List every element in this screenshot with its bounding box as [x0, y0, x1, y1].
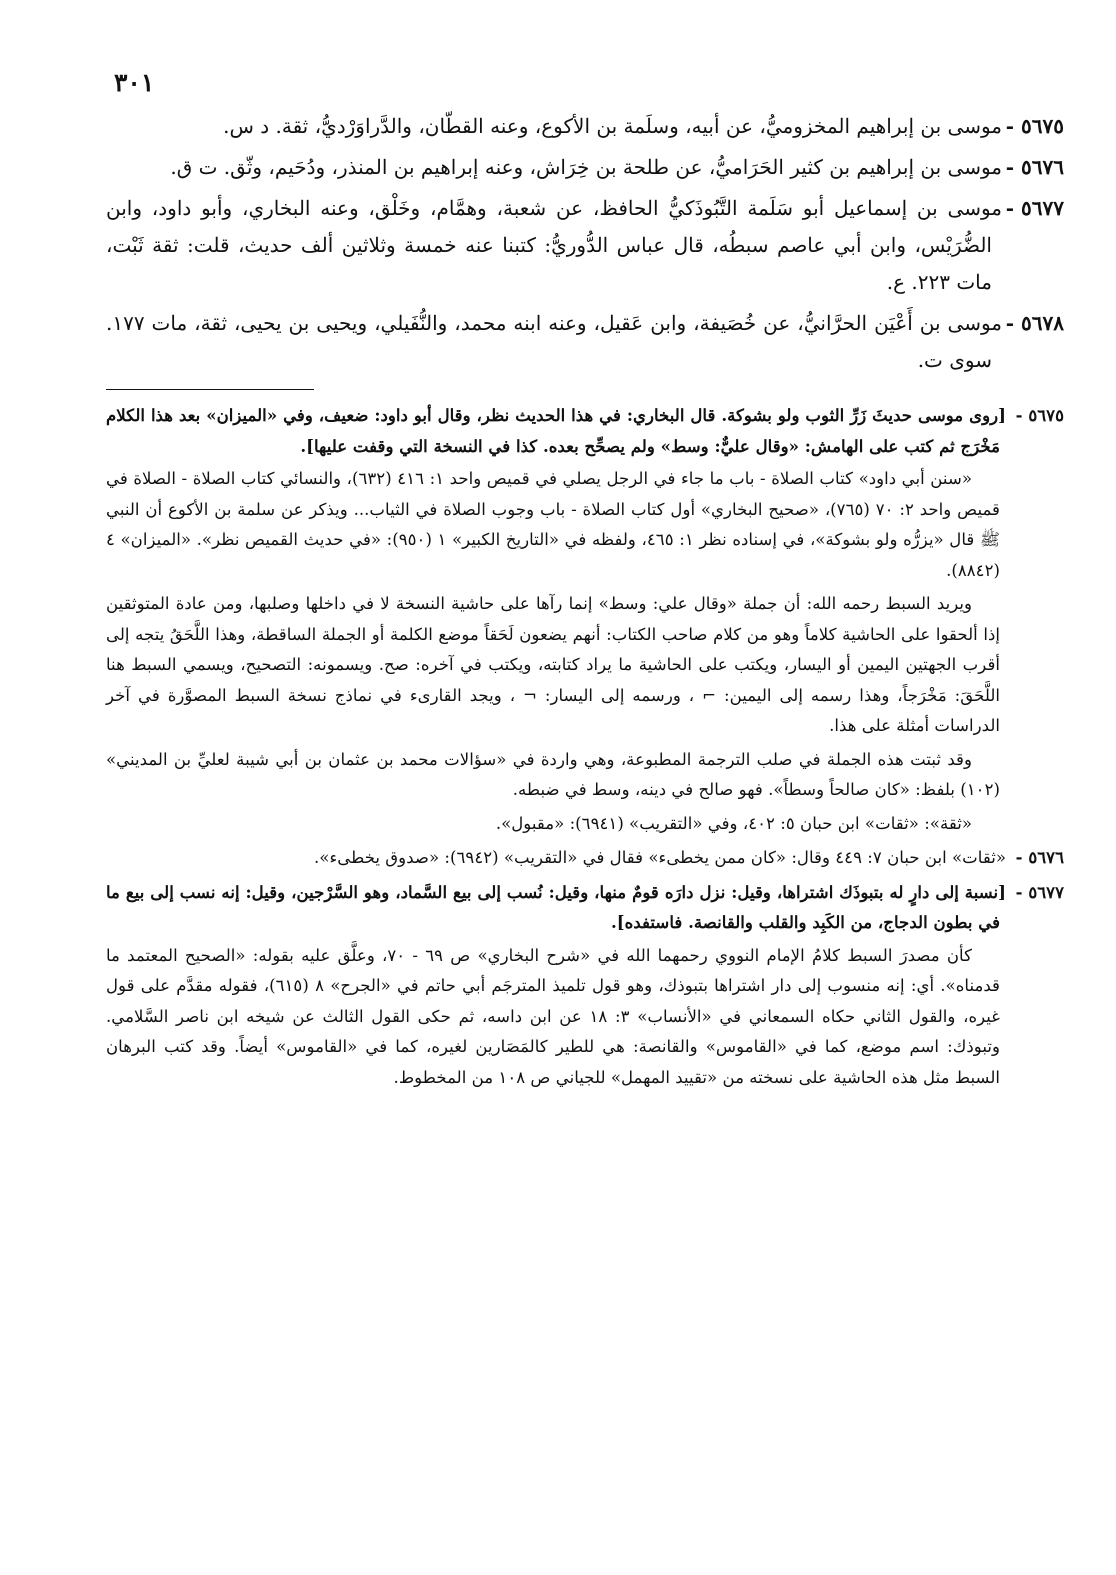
entry-5677: [106, 190, 1064, 301]
footnote-text: «ثقة»: «ثقات» ابن حبان ٥: ٤٠٢، وفي «التقريب» (٦٩٤١): «مقبول».: [495, 813, 972, 833]
footnote-paragraph: [106, 941, 1064, 1094]
footnote-5675: [106, 400, 1064, 461]
footnote-text: [نسبة إلى دارٍ له بتبوذَك اشتراها، وقيل: نزل دارَه قومٌ منها، وقيل: نُسب إلى بيع السَّماد، وهو السَّرْجين، وقيل: إنه نسب إلى بيع ما في بطون الدجاج، من الكَبِد والقلب والقانصة. فاستفده].: [106, 881, 1006, 932]
footnote-text: [روى موسى حديثَ زَرِّ الثوب ولو بشوكة. قال البخاري: في هذا الحديث نظر، وقال أبو داود: ضعيف، وفي «الميزان» بعد هذا الكلام مَخْرَج ثم كتب على الهامش: «وقال عليٌّ: وسط» ولم يصحِّح بعده. كذا في النسخة التي وقفت عليها].: [106, 405, 1006, 456]
footnote-text: وقد ثبتت هذه الجملة في صلب الترجمة المطبوعة، وهي واردة في «سؤالات محمد بن عثمان بن أبي شيبة لعليِّ بن المديني» (١٠٢) بلفظ: «كان صالحاً وسطاً». فهو صالح في دينه، وسط في ضبطه.: [106, 749, 1000, 799]
entry-text: موسى بن إسماعيل أبو سَلَمة التَّبُوذَكيُّ الحافظ، عن شعبة، وهمَّام، وخَلْق، وعنه البخاري، وأبو داود، وابن الضُّرَيْس، وابن أبي عاصم سبطُه، قال عباس الدُّوريُّ: كتبنا عنه خمسة وثلاثين ألف حديث، قلت: ثقة ثَبْت، مات ٢٢٣. ع.: [106, 196, 1003, 294]
footnote-paragraph: [106, 464, 1064, 586]
footnote-5677: [106, 877, 1064, 938]
entry-text: موسى بن إبراهيم المخزوميُّ، عن أبيه، وسلَمة بن الأكوع، وعنه القطّان، والدَّراوَرْديُّ، ثقة. د س.: [223, 114, 1002, 138]
footnote-5676: [106, 842, 1064, 874]
entry-number: ٥٦٧٦ -: [1005, 155, 1064, 179]
footnote-paragraph: [106, 809, 1064, 840]
entry-number: ٥٦٧٥ -: [1005, 114, 1064, 138]
entry-text: موسى بن إبراهيم بن كثير الحَرَاميُّ، عن طلحة بن خِرَاش، وعنه إبراهيم بن المنذر، ودُحَيم، وثّق. ت ق.: [170, 155, 1002, 179]
footnote-paragraph: [106, 589, 1064, 742]
entry-number: ٥٦٧٨ -: [1005, 311, 1064, 335]
entry-text: موسى بن أَعْيَن الحرَّانيُّ، عن خُصَيفة، وابن عَقيل، وعنه ابنه محمد، والنُّفَيلي، ويحيى بن يحيى، ثقة، مات ١٧٧. سوى ت.: [106, 311, 1002, 372]
footnote-number: ٥٦٧٦ -: [1015, 847, 1064, 867]
entry-5675: [106, 108, 1064, 145]
footnote-divider: [106, 389, 314, 390]
page-body: [106, 108, 1064, 1096]
footnote-text: كأن مصدرَ السبط كلامُ الإمام النووي رحمهما الله في «شرح البخاري» ص ٦٩ - ٧٠، وعلَّق عليه بقوله: «الصحيح المعتمد ما قدمناه». أي: إنه منسوب إلى دار اشتراها بتبوذك، وهو قول تلميذ المترجَم أبي حاتم في «الجرح» ٨ (٦١٥)، فقوله مقدَّم على قول غيره، والقول الثاني حكاه السمعاني في «الأنساب» ٣: ١٨ عن ابن داسه، ثم حكى القول الثالث عن شيخه ابن ناصر السَّلامي. وتبوذك: اسم موضع، كما في «القاموس» والقانصة: هي للطير كالمَصَارين لغيره، كما في «القاموس» أيضاً. وقد كتب البرهان السبط مثل هذه الحاشية على نسخته من «تقييد المهمل» للجياني ص ١٠٨ من المخطوط.: [106, 945, 1000, 1087]
entry-5678: [106, 305, 1064, 379]
footnote-text: «ثقات» ابن حبان ٧: ٤٤٩ وقال: «كان ممن يخطىء» فقال في «التقريب» (٦٩٤٢): «صدوق يخطىء».: [314, 848, 1006, 867]
entry-5676: [106, 149, 1064, 186]
footnote-paragraph: [106, 745, 1064, 806]
footnote-number: ٥٦٧٧ -: [1015, 881, 1064, 902]
footnote-text: ويريد السبط رحمه الله: أن جملة «وقال علي: وسط» إنما رآها على حاشية النسخة لا في داخلها وصلبها، ومن عادة المتوثقين إذا ألحقوا على الحاشية كلاماً وهو من كلام صاحب الكتاب: أنهم يضعون لَحَقاً موضع الكلمة أو الجملة الساقطة، وهذا اللَّحَقُ يتجه إلى أقرب الجهتين اليمين أو اليسار، ويكتب على الحاشية ما يراد كتابته، ويكتب في آخره: صح. ويسمونه: التصحيح، ويسمي السبط هنا اللَّحَقَ: مَخْرَجاً، وهذا رسمه إلى اليمين: ⌐ ، ورسمه إلى اليسار: ¬ ، ويجد القارىء في نماذج نسخة السبط المصوَّرة في آخر الدراسات أمثلة على هذا.: [106, 594, 1000, 735]
page-number: ٣٠١: [114, 68, 155, 97]
footnote-number: ٥٦٧٥ -: [1015, 405, 1064, 425]
entry-number: ٥٦٧٧ -: [1005, 196, 1065, 220]
footnote-text: «سنن أبي داود» كتاب الصلاة - باب ما جاء في الرجل يصلي في قميص واحد ١: ٤١٦ (٦٣٢)، والنسائي كتاب الصلاة - الصلاة في قميص واحد ٢: ٧٠ (٧٦٥)، «صحيح البخاري» أول كتاب الصلاة - باب وجوب الصلاة في الثياب... ويذكر عن سلمة بن الأكوع أن النبي ﷺ قال «يزرُّه ولو بشوكة»، في إسناده نظر ١: ٤٦٥، ولفظه في «التاريخ الكبير» ١ (٩٥٠): «في حديث القميص نظر». «الميزان» ٤ (٨٨٤٢).: [106, 469, 1000, 580]
